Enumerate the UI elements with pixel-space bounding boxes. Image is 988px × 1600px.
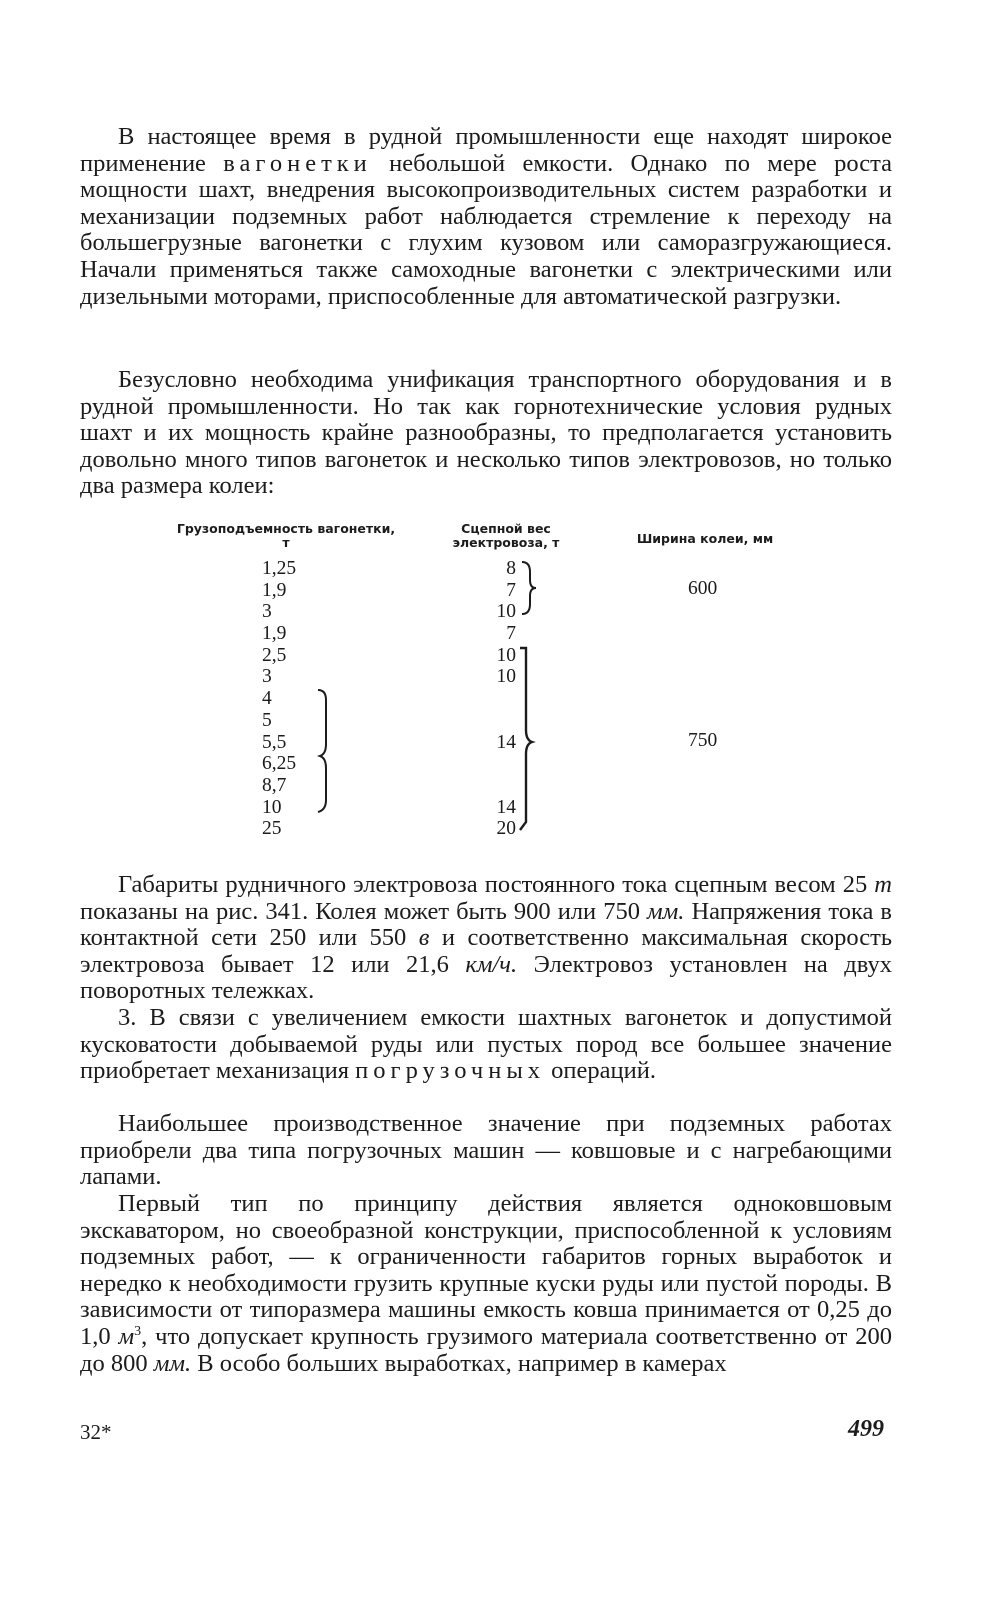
capacity-cell: 2,5 — [262, 644, 287, 666]
gauge-600: 600 — [688, 578, 718, 599]
p4-text-a: 3. В связи с увеличением емкости шахтных вагонеток и допустимой кусковатости добываемой руды или пустых пород все большее значение приобретает механизация — [80, 1004, 892, 1085]
p6-text-1: Первый тип по принципу действия является одноковшовым экскаватором, но своеобразной конструкции, приспособленной к условиям подземных работ, — к ограниченности габаритов горных выработок и нередко к необходимости грузить крупные куски руды или пустой породы. В зависимости от типоразмера машины емкость ковша принимается от 0,25 до 1,0 — [80, 1190, 892, 1350]
p2-text: Безусловно необходима унификация транспортного оборудования и в рудной промышленности. Но так как горнотехнические условия рудных шахт и их мощность крайне разнообразны, то предполагается установить довольно много типов вагонеток и несколько типов электровозов, но только два размера колеи: — [80, 366, 892, 500]
p6-superscript: 3 — [134, 1323, 142, 1339]
weight-cell: 7 — [506, 623, 516, 645]
capacity-cell: 6,25 — [262, 753, 297, 775]
p1-text-a: В настоящее время в рудной промышленности еще находят широкое применение — [80, 123, 892, 177]
capacity-cell: 3 — [262, 666, 272, 688]
capacity-cell: 1,9 — [262, 623, 287, 645]
table-header-weight: Сцепной вес электровоза, т — [452, 521, 560, 550]
p6-unit-1: м — [118, 1322, 135, 1350]
p3-unit-2: мм. — [647, 897, 685, 925]
weight-cell: 8 — [506, 558, 516, 579]
p3-text-4: и соответственно максимальная скорость электровоза бывает 12 или 21,6 — [80, 924, 892, 978]
paragraph-3 — [80, 872, 892, 1005]
p3-text-1: Габариты рудничного электровоза постоянного тока сцепным весом 25 — [118, 871, 875, 898]
p3-text-3: Напряжения тока в контактной сети 250 или 550 — [80, 897, 892, 952]
p3-unit-3: в — [418, 924, 430, 952]
p5-text: Наибольшее производственное значение при подземных работах приобрели два типа погрузочных машин — ковшовые и с нагребающими лапами. — [80, 1110, 892, 1191]
paragraph-6 — [80, 1191, 892, 1377]
capacity-cell: 3 — [262, 601, 272, 623]
table-header-capacity: Грузоподъемность вагонетки, т — [176, 521, 396, 550]
capacity-cell: 10 — [262, 796, 282, 818]
p4-spaced-word: погрузочных — [355, 1057, 546, 1085]
weight-cell: 20 — [496, 818, 516, 840]
brace-750 — [520, 648, 532, 830]
weight-cell: 10 — [496, 644, 516, 666]
p6-text-3: В особо больших выработках, например в камерах — [191, 1349, 727, 1377]
p3-text-5: Электровоз установлен на двух поворотных тележках. — [80, 950, 892, 1005]
capacity-cell: 5 — [262, 709, 272, 731]
capacity-cell: 4 — [262, 688, 272, 710]
weight-cell: 14 — [496, 796, 516, 818]
p3-unit-1: т — [874, 871, 892, 898]
brace-600 — [522, 562, 536, 614]
p1-spaced-word: вагонетки — [223, 149, 372, 177]
signature-mark: 32* — [80, 1420, 112, 1444]
weight-cell: 10 — [496, 601, 516, 623]
brace-capacity — [318, 690, 326, 812]
paragraph-4 — [80, 1005, 892, 1085]
p3-unit-4: км/ч. — [465, 950, 518, 978]
capacity-cell: 1,9 — [262, 579, 287, 601]
capacity-cell: 8,7 — [262, 774, 287, 796]
p4-text-b: операций. — [545, 1057, 656, 1085]
capacity-cell: 5,5 — [262, 731, 287, 753]
p1-text-b: небольшой емкости. Однако по мере роста мощности шахт, внедрения высокопроизводительных систем разработки и механизации подземных работ наблюдается стремление к переходу на большегрузные вагонетки с глухим кузовом или саморазгружающиеся. Начали применяться также самоходные вагонетки с электрическими или дизельными моторами, приспособленные для автоматической разгрузки. — [80, 149, 892, 310]
p6-text-2: , что допускает крупность грузимого материала соответственно от 200 до 800 — [80, 1322, 893, 1377]
weight-cell: 10 — [496, 666, 516, 688]
capacity-cell: 1,25 — [262, 558, 297, 579]
table-header-gauge: Ширина колеи, мм — [636, 531, 774, 546]
gauge-750: 750 — [688, 730, 718, 751]
weight-cell: 7 — [506, 579, 516, 601]
capacity-cell: 25 — [262, 818, 282, 840]
p3-text-2: показаны на рис. 341. Колея может быть 900 или 750 — [80, 897, 647, 925]
p6-unit-2: мм. — [153, 1349, 192, 1377]
paragraph-5 — [80, 1111, 892, 1191]
page-number: 499 — [848, 1416, 884, 1442]
weight-cell: 14 — [496, 731, 516, 753]
